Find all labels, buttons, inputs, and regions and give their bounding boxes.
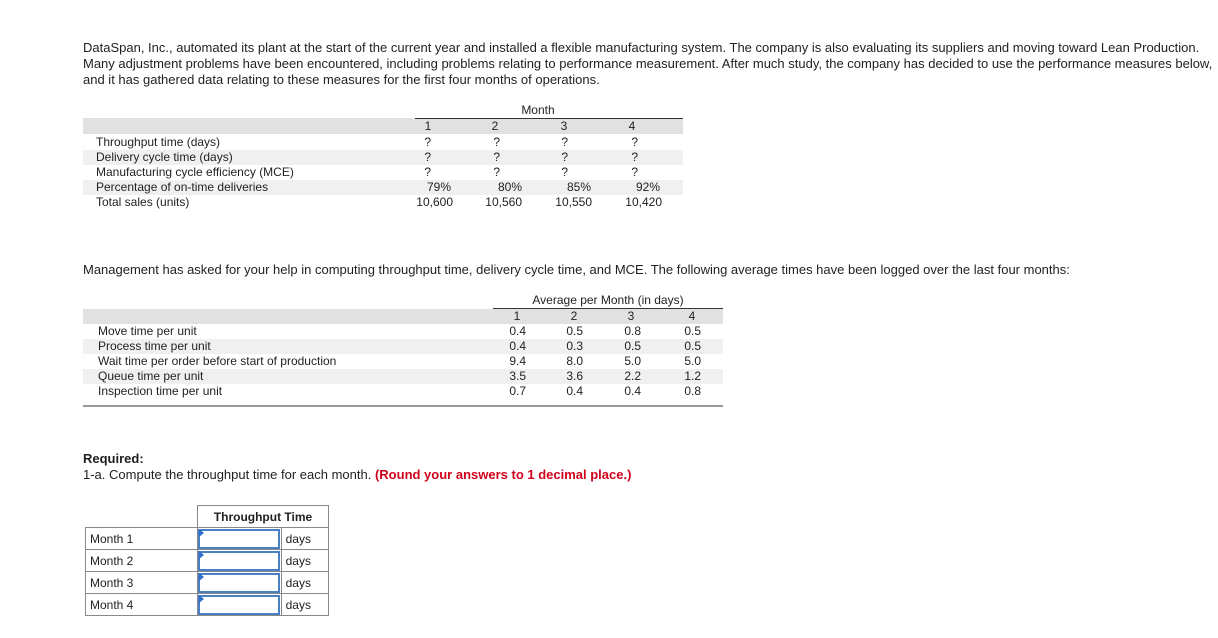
table1-month-header: 2	[491, 119, 499, 133]
unit-label: days	[281, 550, 328, 572]
throughput-month-4-input[interactable]	[198, 595, 280, 615]
answer-cell	[198, 594, 282, 616]
row-label: Total sales (units)	[96, 195, 190, 209]
table-cell: 3.5	[509, 369, 526, 383]
input-flag-icon	[199, 573, 204, 581]
table-cell: 0.5	[684, 339, 701, 353]
table-cell: 1.2	[684, 369, 701, 383]
month-label: Month 1	[86, 528, 198, 550]
table-cell: ?	[631, 150, 638, 164]
table-cell: 85%	[566, 180, 591, 194]
table-cell: 5.0	[624, 354, 641, 368]
table-row	[86, 550, 329, 572]
table-cell: ?	[561, 135, 568, 149]
month-label: Month 2	[86, 550, 198, 572]
table-cell: ?	[631, 165, 638, 179]
table2-month-header: 4	[688, 309, 696, 323]
table-cell: 0.4	[509, 324, 526, 338]
table-cell: 80%	[497, 180, 522, 194]
month-label: Month 4	[86, 594, 198, 616]
table-row	[83, 135, 683, 150]
unit-label: days	[281, 528, 328, 550]
table-cell: 0.4	[509, 339, 526, 353]
row-label: Manufacturing cycle efficiency (MCE)	[96, 165, 294, 179]
table-row	[86, 528, 329, 550]
answer-cell	[198, 528, 282, 550]
table1-header-row	[83, 118, 683, 134]
table-cell: 2.2	[624, 369, 641, 383]
unit-label: days	[281, 594, 328, 616]
table-cell: 5.0	[684, 354, 701, 368]
table-row	[83, 339, 723, 354]
table-cell: 0.4	[624, 384, 641, 398]
table-cell: 8.0	[566, 354, 583, 368]
month-label: Month 3	[86, 572, 198, 594]
row-label: Queue time per unit	[98, 369, 204, 383]
table-row	[83, 195, 683, 210]
table-cell: 9.4	[509, 354, 526, 368]
table-cell: ?	[424, 135, 431, 149]
intro-paragraph: DataSpan, Inc., automated its plant at the start of the current year and installed a flexible manufacturing system. The company is also evaluating its suppliers and moving toward Lean Production. Many adjustment problems have been encountered, including problems relating to performance measurement. After much study, the company has decided to use the performance measures below, and it has gathered data relating to these measures for the first four months of operations.	[83, 40, 1213, 87]
table-cell: ?	[424, 150, 431, 164]
table-cell: 0.5	[684, 324, 701, 338]
table2-header-row	[83, 309, 723, 324]
question-line	[83, 467, 631, 483]
row-label: Throughput time (days)	[96, 135, 221, 149]
row-label: Move time per unit	[98, 324, 197, 338]
table-cell: 3.6	[566, 369, 583, 383]
required-heading: Required:	[83, 451, 144, 466]
throughput-month-2-input[interactable]	[198, 551, 280, 571]
table-corner	[86, 506, 198, 528]
table2-month-header: 1	[513, 309, 521, 323]
row-label: Percentage of on-time deliveries	[96, 180, 269, 194]
table-cell: 0.3	[566, 339, 583, 353]
input-flag-icon	[199, 529, 204, 537]
table2-month-header: 3	[627, 309, 635, 323]
table1-caption: Month	[521, 103, 555, 117]
throughput-month-1-input[interactable]	[198, 529, 280, 549]
row-label: Wait time per order before start of production	[98, 354, 337, 368]
table-cell: ?	[424, 165, 431, 179]
table-cell: 0.5	[566, 324, 583, 338]
table2-month-header: 2	[570, 309, 578, 323]
throughput-answer-table	[85, 505, 329, 616]
table-cell: 10,600	[416, 195, 453, 209]
table-cell: 79%	[426, 180, 451, 194]
management-paragraph: Management has asked for your help in computing throughput time, delivery cycle time, and MCE. The following average times have been logged over the last four months:	[83, 262, 1070, 277]
table1-month-header: 1	[424, 119, 432, 133]
table2-caption: Average per Month (in days)	[532, 293, 684, 307]
table-cell: 10,420	[625, 195, 662, 209]
table1-month-header: 4	[628, 119, 636, 133]
table-cell: 0.8	[684, 384, 701, 398]
rounding-note: (Round your answers to 1 decimal place.)	[374, 467, 632, 482]
unit-label: days	[281, 572, 328, 594]
table-cell: ?	[561, 165, 568, 179]
table-row	[83, 150, 683, 165]
input-flag-icon	[199, 595, 204, 603]
answer-cell	[198, 572, 282, 594]
throughput-month-3-input[interactable]	[198, 573, 280, 593]
input-flag-icon	[199, 551, 204, 559]
table1-month-header: 3	[560, 119, 568, 133]
required-section	[83, 451, 631, 483]
table-row	[83, 180, 683, 195]
table-cell: 0.4	[566, 384, 583, 398]
table-cell: 10,560	[485, 195, 522, 209]
table-cell: ?	[561, 150, 568, 164]
row-label: Delivery cycle time (days)	[96, 150, 233, 164]
table-cell: ?	[493, 165, 500, 179]
question-text: 1-a. Compute the throughput time for each month.	[83, 467, 372, 482]
answer-cell	[198, 550, 282, 572]
table-row	[83, 165, 683, 180]
table-cell: ?	[493, 135, 500, 149]
row-label: Process time per unit	[98, 339, 211, 353]
table-row	[83, 324, 723, 339]
table-cell: 0.5	[624, 339, 641, 353]
table-row	[83, 369, 723, 384]
throughput-time-header: Throughput Time	[198, 506, 329, 528]
row-label: Inspection time per unit	[98, 384, 223, 398]
table-cell: 0.8	[624, 324, 641, 338]
table-cell: 0.7	[509, 384, 526, 398]
table-row	[83, 384, 723, 399]
table-row	[86, 572, 329, 594]
table-row	[83, 354, 723, 369]
table-cell: 10,550	[555, 195, 592, 209]
table-cell: ?	[631, 135, 638, 149]
table-cell: ?	[493, 150, 500, 164]
table-cell: 92%	[635, 180, 660, 194]
table-row	[86, 594, 329, 616]
